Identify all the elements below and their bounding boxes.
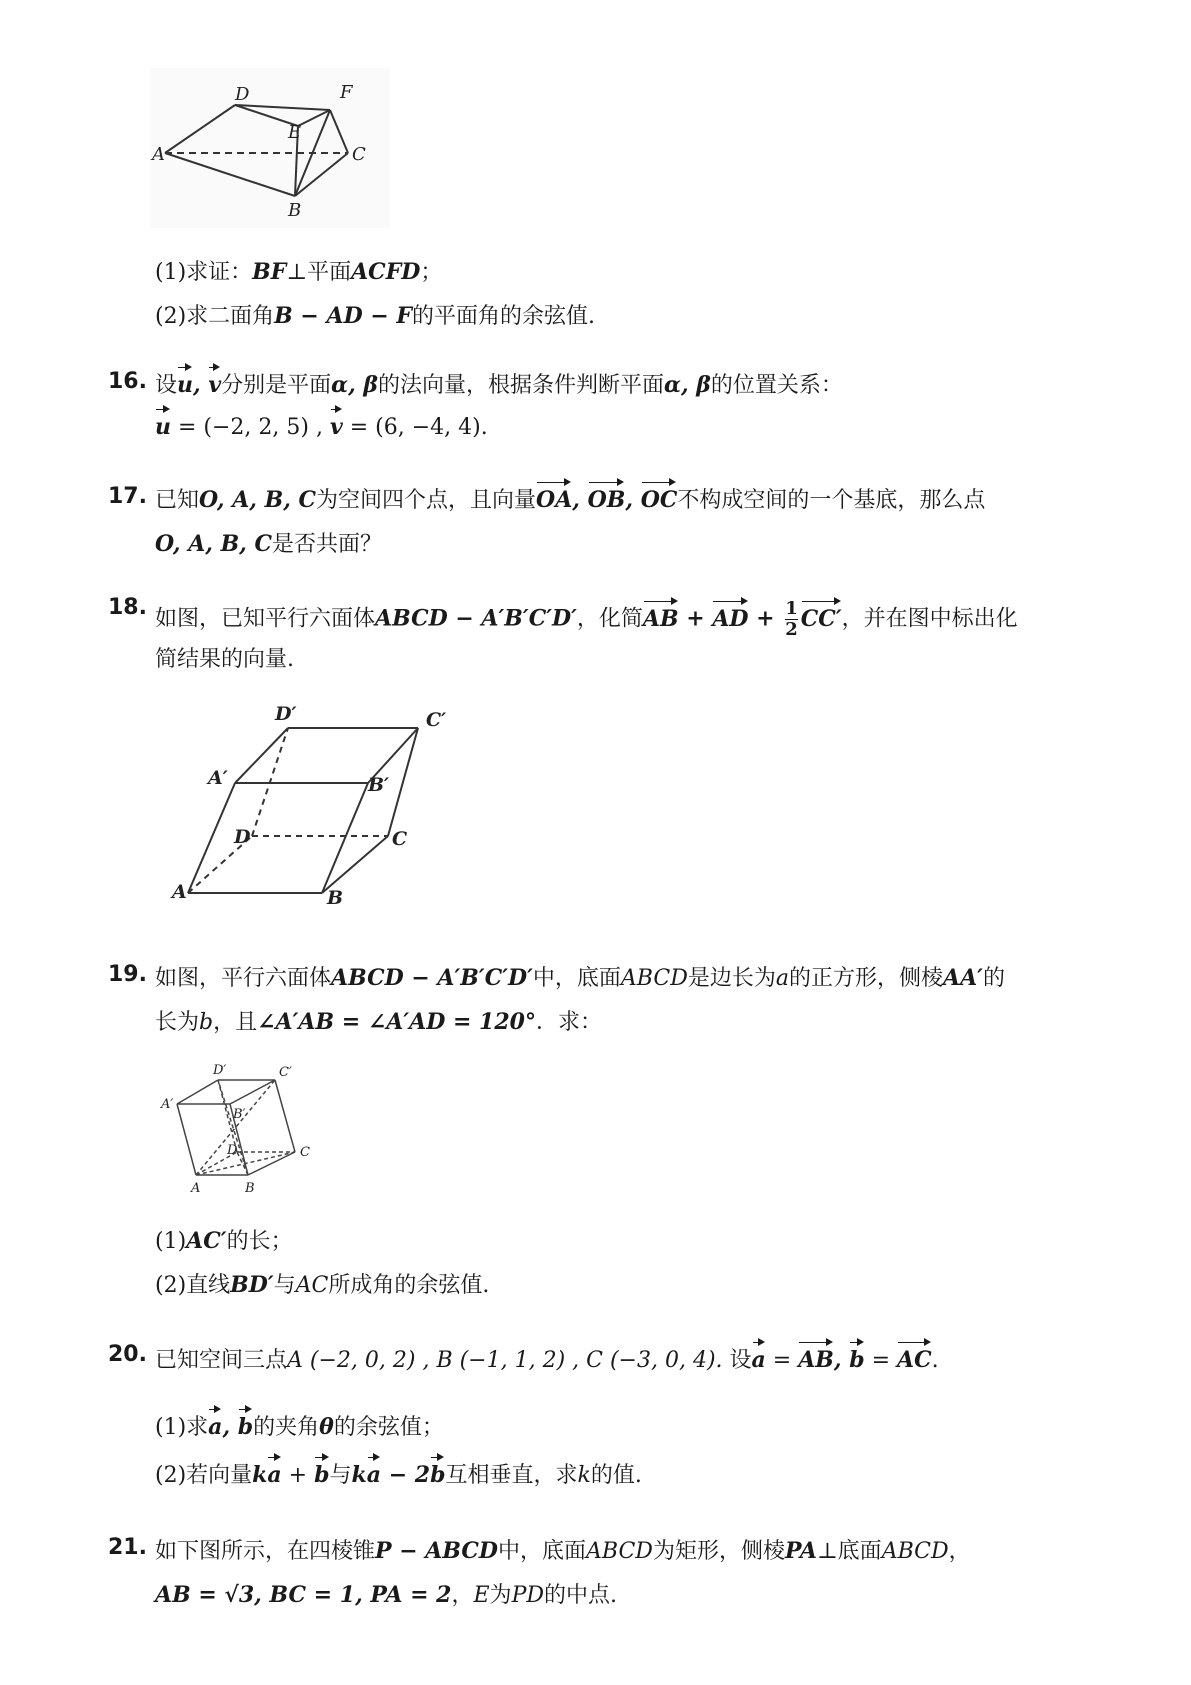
q15-part1-prefix: (1)求证： [155,260,253,285]
q19-line1 [155,963,1005,994]
figure-parallelepiped-1-svg [170,688,470,908]
q17-l1-c1: , [572,487,588,513]
q18-l1-t3: ，并在图中标出化 [841,606,1018,632]
vector-a-part1: a [208,1414,223,1440]
label-c: C [352,144,366,165]
q18-line2: 简结果的向量. [155,647,294,672]
figure-parallelepiped-2 [155,1050,355,1200]
label-b: B [327,887,344,908]
edge-aa1 [177,1104,196,1175]
q20-part2-t: 互相垂直，求 [445,1463,578,1488]
label-b1: B′ [233,1107,246,1122]
q21-l1-t1: 如下图所示，在四棱锥 [155,1539,376,1564]
q19-l2-t1: 长为 [155,1010,200,1035]
q21-number: 21. [108,1535,147,1560]
q19-l1-t4: 的正方形，侧棱 [788,966,943,991]
q20-l1-t2: 设 [729,1348,752,1373]
vector-a-part2-2: a [366,1462,382,1488]
vector-ac: AC [897,1347,932,1373]
q19-l1-t5: 的 [982,966,1005,991]
label-a1: A′ [208,767,228,789]
q17-number: 17. [108,484,147,509]
q21-l1-perp: ⊥ [816,1539,838,1564]
label-f: F [340,82,353,103]
q19-l2-t2: ，且 [213,1010,258,1035]
q21-l2-e: E [473,1583,490,1608]
q20-part1-prefix: (1)求 [155,1415,209,1440]
q16-l1-comma: , [193,372,209,398]
q20-part2-k2: k [351,1462,367,1488]
q20-number: 20. [108,1342,147,1367]
q15-part1-expr1: BF [252,259,287,285]
figure-parallelepiped-1 [170,688,470,908]
q20-part1 [155,1412,444,1443]
q17-line2 [155,529,382,560]
vector-u: u [177,372,194,398]
vector-b: b [849,1347,865,1373]
edge-bc [248,1152,295,1175]
label-c1: C′ [279,1065,292,1080]
label-d: D [235,84,250,105]
q19-part2-prefix: (2)直线 [155,1273,231,1298]
q21-l2-expr: AB = √3, BC = 1, PA = 2 [155,1582,452,1608]
q21-l2-pd: PD [511,1583,545,1608]
q18-number: 18. [108,595,147,620]
q16-l1-planes1: α, β [331,372,379,398]
q20-part1-comma: , [222,1414,238,1440]
diagonal-ac [196,1152,295,1175]
q19-part2 [155,1270,489,1301]
q15-part1-suffix: ； [420,260,443,285]
q16-number: 16. [108,369,147,394]
q20-part2-suffix: 的值. [590,1463,642,1488]
fraction-one-half [785,599,798,640]
q19-part1-prefix: (1) [155,1229,187,1254]
vector-v-value-symbol: v [329,414,343,440]
q19-l1-a: a [775,966,789,991]
edge-cc1 [275,1080,295,1152]
q20-part2-mid: 与 [329,1463,352,1488]
label-a: A [191,1181,201,1196]
label-b1: B′ [368,774,390,796]
vector-b-part1: b [237,1414,254,1440]
q19-l1-base: ABCD [620,966,688,991]
q19-part2-expr2: AC [295,1273,329,1298]
q15-part2 [155,301,595,332]
q21-l1-t4: 底面 [837,1539,882,1564]
q19-number: 19. [108,962,147,987]
edge-b1c1 [230,1080,275,1104]
q20-part2-plus: + [281,1463,315,1488]
vector-oc: OC [640,487,678,513]
q16-l1-t1: 设 [155,373,178,398]
q18-l1-plus2: + [748,605,783,632]
q17-line1 [155,485,985,516]
q21-l2-t2: 为 [489,1583,512,1608]
label-e: E [288,122,302,143]
q19-l2-b: b [199,1010,214,1035]
q15-part2-suffix: 的平面角的余弦值. [412,304,596,329]
q21-line1 [155,1536,971,1567]
label-a: A [152,144,165,165]
label-b: B [288,200,302,221]
q17-l1-t2: 为空间四个点，且向量 [316,488,537,513]
q20-l1-t1: 已知空间三点 [155,1348,288,1373]
q20-part2-k3: k [577,1463,591,1488]
label-d1: D′ [275,703,297,725]
figure-parallelepiped-2-svg [155,1050,355,1200]
q19-l1-t1: 如图，平行六面体 [155,966,332,991]
q18-l1-t2: ，化简 [576,606,643,632]
q21-l2-t1: ， [451,1583,474,1608]
q20-part1-suffix: 的余弦值； [333,1415,444,1440]
label-c: C [392,828,408,850]
vector-ad: AD [712,605,749,632]
q20-line1 [155,1345,939,1376]
q17-l1-c2: , [625,487,641,513]
label-d1: D′ [213,1063,227,1078]
fraction-denominator: 2 [785,619,798,640]
q17-l2-points: O, A, B, C [155,531,273,557]
q16-l1-t4: 的位置关系： [710,373,843,398]
q21-line2 [155,1580,617,1611]
vector-oa: OA [536,487,573,513]
q21-l1-t3: 为矩形，侧棱 [652,1539,785,1564]
q16-line2 [155,412,488,443]
q15-part1-perp: ⊥ [286,260,308,285]
vector-a-part2-1: a [267,1462,282,1488]
q19-l1-solid: ABCD − A′B′C′D′ [331,965,533,991]
vector-cc1: CC′ [800,605,842,632]
q16-l2-uval: = (−2, 2, 5) , [171,415,330,440]
q19-part2-expr1: BD′ [230,1272,274,1298]
q20-part2-k1: k [252,1462,268,1488]
vector-v: v [208,372,222,398]
label-d: D [234,826,251,848]
q20-l1-points: A (−2, 0, 2) , B (−1, 1, 2) , C (−3, 0, 4). [287,1348,730,1373]
vector-ab: AB [642,605,679,632]
q20-l1-end: . [931,1348,939,1373]
figure-solid-abcdef [150,68,390,228]
q19-line2 [155,1007,602,1038]
q21-l1-t2: 中，底面 [497,1539,586,1564]
figure-solid-abcdef-svg [150,68,390,228]
q19-l1-edge: AA′ [943,965,983,991]
q18-l1-t1: 如图，已知平行六面体 [155,606,376,632]
q20-part1-t: 的夹角 [253,1415,320,1440]
vector-u-value-symbol: u [155,414,171,440]
q17-l1-t3: 不构成空间的一个基底，那么点 [677,488,986,513]
q19-l1-t3: 是边长为 [687,966,776,991]
q18-l1-plus1: + [678,605,713,632]
label-c: C [300,1145,310,1160]
q15-part1-expr2: ACFD [351,259,421,285]
edge-aa1 [188,783,235,893]
edge-a1d1 [235,728,288,783]
q19-l2-condition: ∠A′AB = ∠A′AD = 120° [257,1009,536,1035]
q21-l1-pa: PA [784,1538,817,1564]
label-d: D [227,1143,238,1158]
q17-l1-points: O, A, B, C [199,487,317,513]
q15-part2-prefix: (2)求二面角 [155,304,275,329]
q16-l2-vval: = (6, −4, 4). [342,415,488,440]
edge-bc [322,836,388,893]
q20-part2-prefix: (2)若向量 [155,1463,253,1488]
edge-a1d1 [177,1080,218,1104]
q19-part1-expr: AC′ [186,1228,227,1254]
q15-part1 [155,257,442,288]
q17-l1-t1: 已知 [155,488,200,513]
fraction-numerator: 1 [785,598,798,619]
label-c1: C′ [426,709,447,731]
vector-ob: OB [587,487,626,513]
q19-l1-t2: 中，底面 [532,966,621,991]
q16-l1-planes2: α, β [664,372,711,398]
q19-l2-t3: ．求： [535,1010,602,1035]
q21-l1-base: ABCD [586,1539,653,1564]
q20-part1-theta: θ [319,1414,334,1440]
q16-line1 [155,370,843,401]
label-a: A [172,881,187,903]
q16-l1-t3: 的法向量，根据条件判断平面 [378,373,665,398]
q21-l1-solid: P − ABCD [375,1538,498,1564]
q19-part2-mid: 与 [273,1273,296,1298]
vector-ab-q20: AB [798,1347,834,1373]
q20-part2 [155,1460,642,1491]
q20-l1-eq1: = [765,1348,799,1373]
q20-l1-eq2: = [864,1348,898,1373]
q19-part1-suffix: 的长； [226,1229,293,1254]
q19-part2-suffix: 所成角的余弦值. [328,1273,490,1298]
q20-part2-minus: − 2 [381,1462,431,1488]
q19-part1 [155,1226,293,1257]
q18-line1 [155,599,1018,640]
q20-l1-comma: , [833,1347,850,1373]
q15-part1-mid: 平面 [307,260,352,285]
vector-b-part2-2: b [430,1462,446,1488]
vector-b-part2-1: b [314,1462,330,1488]
vector-a: a [751,1347,766,1373]
label-a1: A′ [161,1097,174,1112]
q21-l2-t3: 的中点. [544,1583,618,1608]
edge-bb1 [322,783,368,893]
q17-l2-t: 是否共面？ [272,532,383,557]
q18-l1-solid: ABCD − A′B′C′D′ [375,605,577,632]
q16-l1-t2: 分别是平面 [221,373,332,398]
q21-l1-base2: ABCD [881,1539,949,1564]
q21-l1-t5: ， [948,1539,971,1564]
q15-part2-expr: B − AD − F [274,303,413,329]
label-b: B [245,1181,255,1196]
